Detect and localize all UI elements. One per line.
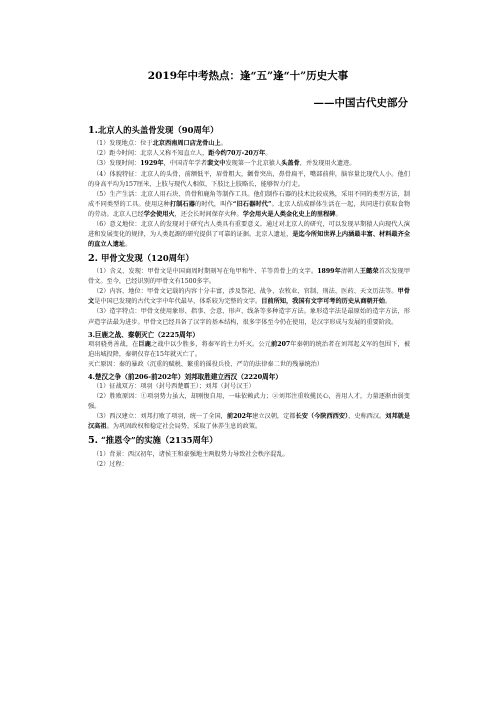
section-heading-2 bbox=[88, 252, 410, 266]
bold-text: 长安（今陕西西安） bbox=[295, 413, 349, 421]
bold-text: 距今约70万-20万年 bbox=[208, 150, 266, 158]
bold-text: 刘邦就是汉高祖 bbox=[88, 413, 411, 431]
text-run: （5）生产生活：北京人用石块、兽骨和鹿角等制作工具。他们制作石器的技术比较成熟，采用不同的类型方法，制成不同类型的工具。使用这种 bbox=[88, 190, 410, 208]
page-title: 2019年中考热点：逢“五”逢“十”历史大事 bbox=[147, 70, 349, 82]
text-run: （3）发现时间： bbox=[92, 160, 141, 168]
text-run: ，史称西汉。 bbox=[348, 413, 386, 421]
text-run: 首次发现甲骨文。至今，已经识别的甲骨文有1500多字。 bbox=[88, 268, 411, 286]
text-run: 年秦朝的统治者在刘邦起义军的包围下，被迫出城投降，秦朝仅存在15年就灭亡了。 bbox=[88, 340, 411, 358]
text-run: 。 bbox=[265, 150, 272, 158]
text-run: 清朝人 bbox=[340, 268, 360, 276]
text-run: ，还会长时间保存火种。 bbox=[174, 210, 243, 218]
paragraph: （1）背景：西汉初年，诸侯王和豪强地主两股势力导致社会秩序混乱。 bbox=[92, 450, 289, 458]
bold-text: 前202年 bbox=[226, 413, 253, 421]
text-run: （2）距今时间：北京人又称不知直立人， bbox=[92, 150, 209, 158]
text-run: 。 bbox=[125, 240, 132, 248]
text-run: （1）含义、发现：甲骨文是中国商周时期刻写在龟甲和牛、羊等兽骨上的文字。 bbox=[92, 268, 318, 276]
section-heading-text: 北京人的头盖骨发现（90周年） bbox=[98, 125, 219, 135]
bold-text: 裴文中 bbox=[206, 160, 226, 168]
bold-text: 前207 bbox=[270, 340, 291, 348]
paragraph: （1）征战双方：项羽（封号西楚霸王）；刘邦（封号汉王） bbox=[92, 383, 255, 391]
paragraph bbox=[88, 267, 410, 287]
paragraph bbox=[88, 220, 410, 250]
bold-text: 甲骨文 bbox=[88, 288, 410, 306]
bold-text: 学会使用火 bbox=[143, 210, 175, 218]
bold-text: 北京西南周口店龙骨山上 bbox=[152, 140, 221, 148]
text-run: 是中国已发现的古代文字中年代最早，体系较为完整的文字。 bbox=[94, 298, 262, 306]
text-run: 。 bbox=[335, 210, 342, 218]
section-heading-text: “推恩令”的实施（2135周年） bbox=[100, 435, 218, 446]
section-heading-4: 4.楚汉之争（前206-前202年）刘邦取胜建立西汉（2220周年） bbox=[88, 372, 282, 381]
bold-text: 1929年 bbox=[140, 160, 164, 168]
paragraph: （3）造字特点：甲骨文使用象形、指事、会意、形声、线条等多种造字方法。象形造字法是最原始的造字方法，形声造字法最为进步。甲骨文已经具备了汉字的基本结构，很多字体至今仍在使用，是汉字形成与发展的重要阶段。 bbox=[88, 308, 410, 326]
text-run: ，中国青年学者 bbox=[163, 160, 207, 168]
paragraph bbox=[88, 149, 410, 159]
text-run: 。 bbox=[385, 298, 392, 306]
paragraph bbox=[88, 412, 410, 432]
bold-text: 目前所知，我国有文字可考的历史从商朝开始 bbox=[261, 298, 385, 306]
paragraph: （2）过程： bbox=[92, 460, 128, 468]
text-run: 项羽骁勇善战，在 bbox=[88, 340, 139, 348]
paragraph: （2）胜败原因：①项羽势力虽大，却刚愎自用，一味依赖武力；②刘邦注重收揽民心，善用人才，力量逐渐由弱变强。 bbox=[88, 393, 410, 411]
bold-text: 打制石器 bbox=[169, 200, 196, 208]
text-run: （2）内容、地位：甲骨文记载的内容十分丰富，涉及祭祀、战争、农牧业、官制、刑法、医药、天文历法等。 bbox=[92, 288, 398, 296]
text-run: （1）发现地点：位于 bbox=[92, 140, 153, 148]
section-number: 2. bbox=[88, 252, 99, 264]
text-run: 。 bbox=[220, 140, 227, 148]
paragraph bbox=[88, 340, 410, 360]
section-heading-5 bbox=[88, 434, 410, 448]
text-run: 。为巩固政权和稳定社会局势，采取了休养生息的政策。 bbox=[106, 423, 262, 431]
bold-text: 头盖骨 bbox=[281, 160, 300, 168]
section-heading-text: 甲骨文发现（120周年） bbox=[100, 252, 194, 263]
text-run: 之战中以少胜多，将秦军的主力歼灭。公元 bbox=[151, 340, 271, 348]
text-run: 发现第一个北京猿人 bbox=[225, 160, 282, 168]
bold-text: “旧石器时代” bbox=[232, 200, 272, 208]
text-run: ，并发现用火遗迹。 bbox=[299, 160, 356, 168]
paragraph bbox=[88, 139, 410, 149]
text-run: （6）意义地位：北京人的发现对于研究古人类具有重要意义。通过对北京人的研究，可以发现早期猿人向现代人演进和发展变化的规律，为人类起源的研究提供了可靠的证据。北京人遗址， bbox=[88, 220, 410, 238]
document-body bbox=[88, 122, 410, 470]
bold-text: 学会用火是人类金化史上的里程碑 bbox=[242, 210, 336, 218]
bold-text: 是迄今所知世界上内涵最丰富、材料最齐全的直立人遗址 bbox=[88, 230, 411, 248]
text-run: 建立汉朝，定都 bbox=[252, 413, 296, 421]
bold-text: 王懿荣 bbox=[359, 268, 379, 276]
bold-text: 1899年 bbox=[317, 268, 341, 276]
section-heading-1 bbox=[88, 124, 410, 138]
text-run: （3）西汉建立：刘邦打败了项羽，统一了全国， bbox=[92, 413, 227, 421]
page-subtitle: ——中国古代史部分 bbox=[313, 97, 408, 109]
section-number: 1. bbox=[88, 125, 99, 136]
section-number: 5. bbox=[88, 435, 99, 447]
paragraph bbox=[88, 159, 410, 169]
paragraph: （4）体貌特征：北京人的头骨，前额低平，眉骨粗大，颧骨突出，鼻骨扁平，嘴部前伸，脑容量比现代人小。他们的身高平均为157厘米，上肢与现代人相似，下肢比上肢略长，能够智力行走。 bbox=[88, 170, 410, 188]
paragraph bbox=[88, 190, 410, 220]
text-run: 。北京人结成群体生活在一起，共同进行获取食物的劳动。北京人已经 bbox=[88, 200, 411, 218]
paragraph bbox=[88, 287, 410, 307]
bold-text: 巨鹿 bbox=[138, 340, 152, 348]
paragraph: 灭亡原因：秦的暴政（沉重的赋税、繁重的徭役兵役、严苛的法律秦二世的残暴统治） bbox=[88, 360, 324, 368]
section-heading-3: 3.巨鹿之战、秦朝灭亡（2225周年） bbox=[88, 330, 199, 339]
text-run: 的时代，叫作 bbox=[195, 200, 233, 208]
